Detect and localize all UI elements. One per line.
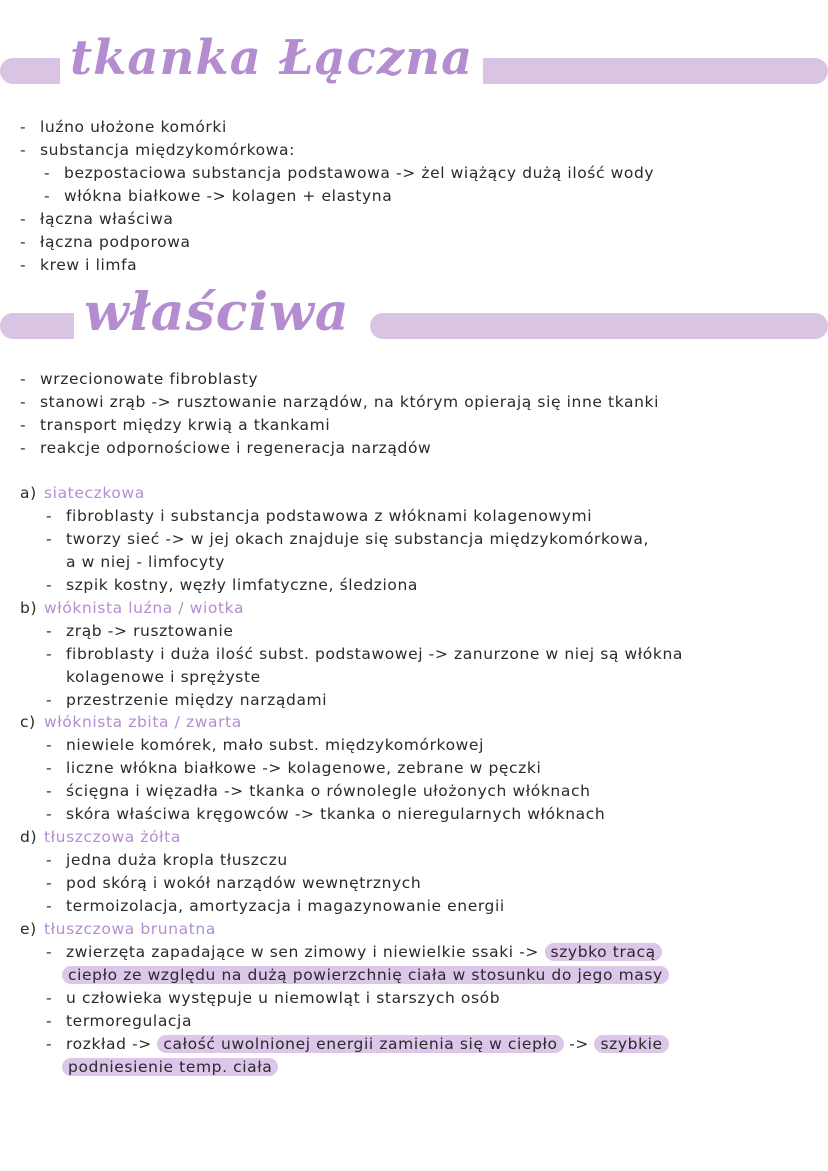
list-item: - termoizolacja, amortyzacja i magazynowanie energii <box>46 897 505 915</box>
list-item-continuation <box>62 1056 278 1078</box>
list-item: - łączna właściwa <box>20 210 174 228</box>
list-item: - zrąb -> rusztowanie <box>46 622 234 640</box>
list-item: - włókna białkowe -> kolagen + elastyna <box>44 187 393 205</box>
subsection-heading: d) tłuszczowa żółta <box>20 828 181 846</box>
title-band-right <box>440 58 828 84</box>
list-item: - jedna duża kropla tłuszczu <box>46 851 288 869</box>
list-item: - pod skórą i wokół narządów wewnętrznych <box>46 874 422 892</box>
subsection-heading: b) włóknista luźna / wiotka <box>20 599 245 617</box>
list-item: - ścięgna i więzadła -> tkanka o równolegle ułożonych włóknach <box>46 782 591 800</box>
list-item: - termoregulacja <box>46 1012 193 1030</box>
list-item: - bezpostaciowa substancja podstawowa -> żel wiążący dużą ilość wody <box>44 164 655 182</box>
list-item: - transport między krwią a tkankami <box>20 416 331 434</box>
list-item: - skóra właściwa kręgowców -> tkanka o nieregularnych włóknach <box>46 805 606 823</box>
highlight: podniesienie temp. ciała <box>62 1058 278 1076</box>
section-band-right <box>370 313 828 339</box>
list-item: - przestrzenie między narządami <box>46 691 328 709</box>
subsection-heading: c) włóknista zbita / zwarta <box>20 713 242 731</box>
highlight: szybkie <box>594 1035 668 1053</box>
list-item: - stanowi zrąb -> rusztowanie narządów, na którym opierają się inne tkanki <box>20 393 660 411</box>
highlight: szybko tracą <box>545 943 662 961</box>
page-title: tkanka Łączna <box>60 30 483 86</box>
highlight: ciepło ze względu na dużą powierzchnię ciała w stosunku do jego masy <box>62 966 669 984</box>
list-item: - szpik kostny, węzły limfatyczne, śledziona <box>46 576 419 594</box>
list-item: - niewiele komórek, mało subst. międzykomórkowej <box>46 736 484 754</box>
highlight: całość uwolnionej energii zamienia się w ciepło <box>157 1035 563 1053</box>
list-item: - luźno ułożone komórki <box>20 118 227 136</box>
list-item: - reakcje odpornościowe i regeneracja narządów <box>20 439 432 457</box>
list-item: - zwierzęta zapadające w sen zimowy i niewielkie ssaki -> szybko tracą <box>46 941 662 963</box>
list-item: - krew i limfa <box>20 256 138 274</box>
list-item: - łączna podporowa <box>20 233 191 251</box>
list-item-continuation <box>62 964 669 986</box>
subsection-heading: e) tłuszczowa brunatna <box>20 920 216 938</box>
list-item-continuation: kolagenowe i sprężyste <box>66 668 261 686</box>
list-item-continuation: a w niej - limfocyty <box>66 553 226 571</box>
list-item: - u człowieka występuje u niemowląt i starszych osób <box>46 989 501 1007</box>
list-item: - fibroblasty i substancja podstawowa z włóknami kolagenowymi <box>46 507 593 525</box>
list-item: - fibroblasty i duża ilość subst. podstawowej -> zanurzone w niej są włókna <box>46 645 683 663</box>
list-item: - substancja międzykomórkowa: <box>20 141 295 159</box>
list-item: - rozkład -> całość uwolnionej energii zamienia się w ciepło -> szybkie <box>46 1033 669 1055</box>
list-item: - wrzecionowate fibroblasty <box>20 370 259 388</box>
subsection-heading: a) siateczkowa <box>20 484 145 502</box>
list-item: - liczne włókna białkowe -> kolagenowe, zebrane w pęczki <box>46 759 542 777</box>
section-title: właściwa <box>74 282 360 343</box>
list-item: - tworzy sieć -> w jej okach znajduje się substancja międzykomórkowa, <box>46 530 650 548</box>
